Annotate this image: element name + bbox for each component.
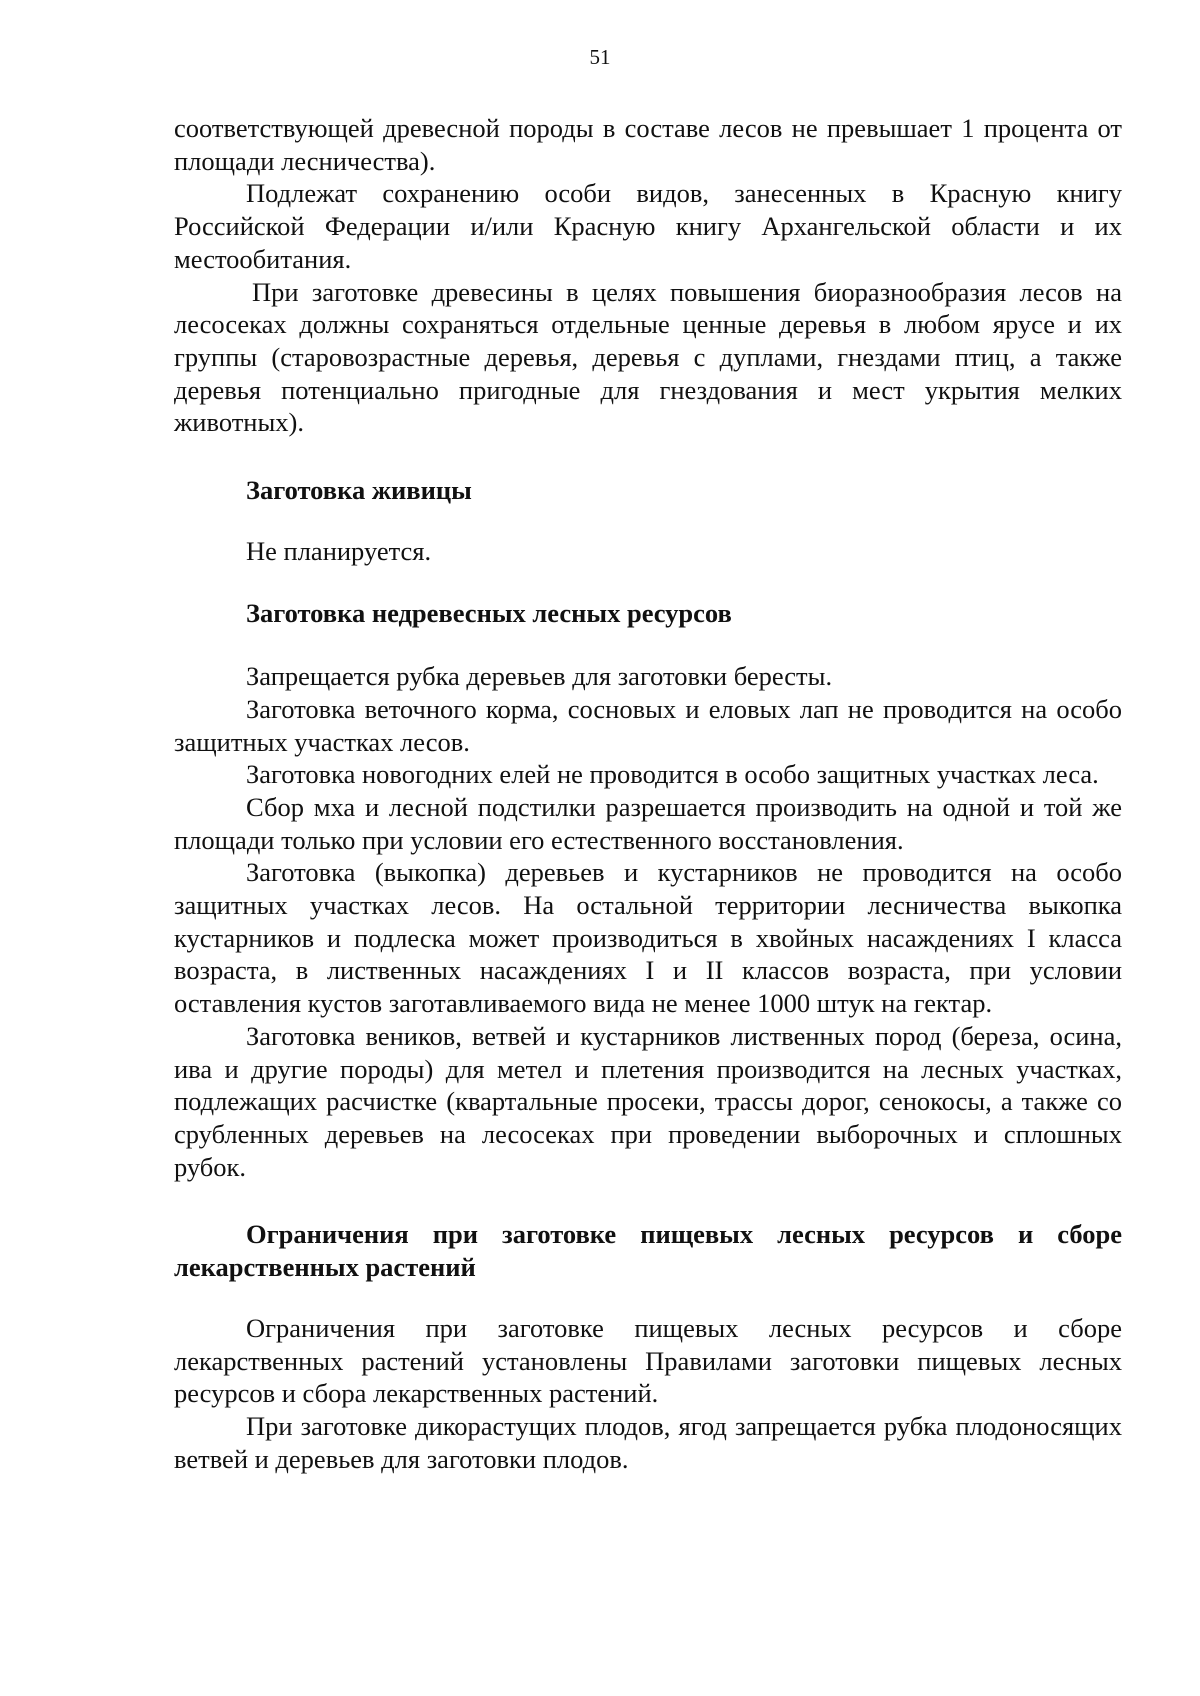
- paragraph-red-book-species: Подлежат сохранению особи видов, занесенных в Красную книгу Российской Федерации и/или Красную книгу Архангельской области и их местообитания.: [174, 178, 1122, 274]
- section-heading-food-resources-restrictions: Ограничения при заготовке пищевых лесных ресурсов и сборе лекарственных растений: [174, 1219, 1122, 1283]
- paragraph-branch-fodder: Заготовка веточного корма, сосновых и еловых лап не проводится на особо защитных участках лесов.: [174, 693, 1122, 757]
- section-heading-resin: Заготовка живицы: [246, 475, 472, 506]
- paragraph-biodiversity-trees: При заготовке древесины в целях повышения биоразнообразия лесов на лесосеках должны сохраняться отдельные ценные деревья в любом ярусе и их группы (старовозрастные деревья, деревья с дуплами, гнездами птиц, а также деревья потенциально пригодные для гнездования и мест укрытия мелких животных).: [174, 276, 1122, 438]
- section-heading-non-timber-resources: Заготовка недревесных лесных ресурсов: [246, 598, 732, 629]
- paragraph-continuation: соответствующей древесной породы в составе лесов не превышает 1 процента от площади лесничества).: [174, 113, 1122, 176]
- paragraph-wild-fruits: При заготовке дикорастущих плодов, ягод запрещается рубка плодоносящих ветвей и деревьев для заготовки плодов.: [174, 1410, 1122, 1474]
- page-number: 51: [589, 45, 611, 69]
- paragraph-food-resources-rules: Ограничения при заготовке пищевых лесных ресурсов и сборе лекарственных растений установлены Правилами заготовки пищевых лесных ресурсов и сбора лекарственных растений.: [174, 1312, 1122, 1409]
- paragraph-moss-litter: Сбор мха и лесной подстилки разрешается производить на одной и той же площади только при условии его естественного восстановления.: [174, 791, 1122, 855]
- paragraph-tree-digging: Заготовка (выкопка) деревьев и кустарников не проводится на особо защитных участках лесов. На остальной территории лесничества выкопка кустарников и подлеска может производиться в хвойных насаждениях I класса возраста, в лиственных насаждениях I и II классов возраста, при условии оставления кустов заготавливаемого вида не менее 1000 штук на гектар.: [174, 857, 1122, 1019]
- paragraph-resin-not-planned: Не планируется.: [246, 535, 432, 566]
- document-body: [174, 112, 1122, 1475]
- paragraph-christmas-trees: Заготовка новогодних елей не проводится в особо защитных участках леса.: [246, 759, 1099, 790]
- paragraph-brooms-branches: Заготовка веников, ветвей и кустарников лиственных пород (береза, осина, ива и другие породы) для метел и плетения производится на лесных участках, подлежащих расчистке (квартальные просеки, трассы дорог, сенокосы, а также со срубленных деревьев на лесосеках при проведении выборочных и сплошных рубок.: [174, 1020, 1122, 1182]
- paragraph-birch-bark: Запрещается рубка деревьев для заготовки бересты.: [246, 661, 833, 692]
